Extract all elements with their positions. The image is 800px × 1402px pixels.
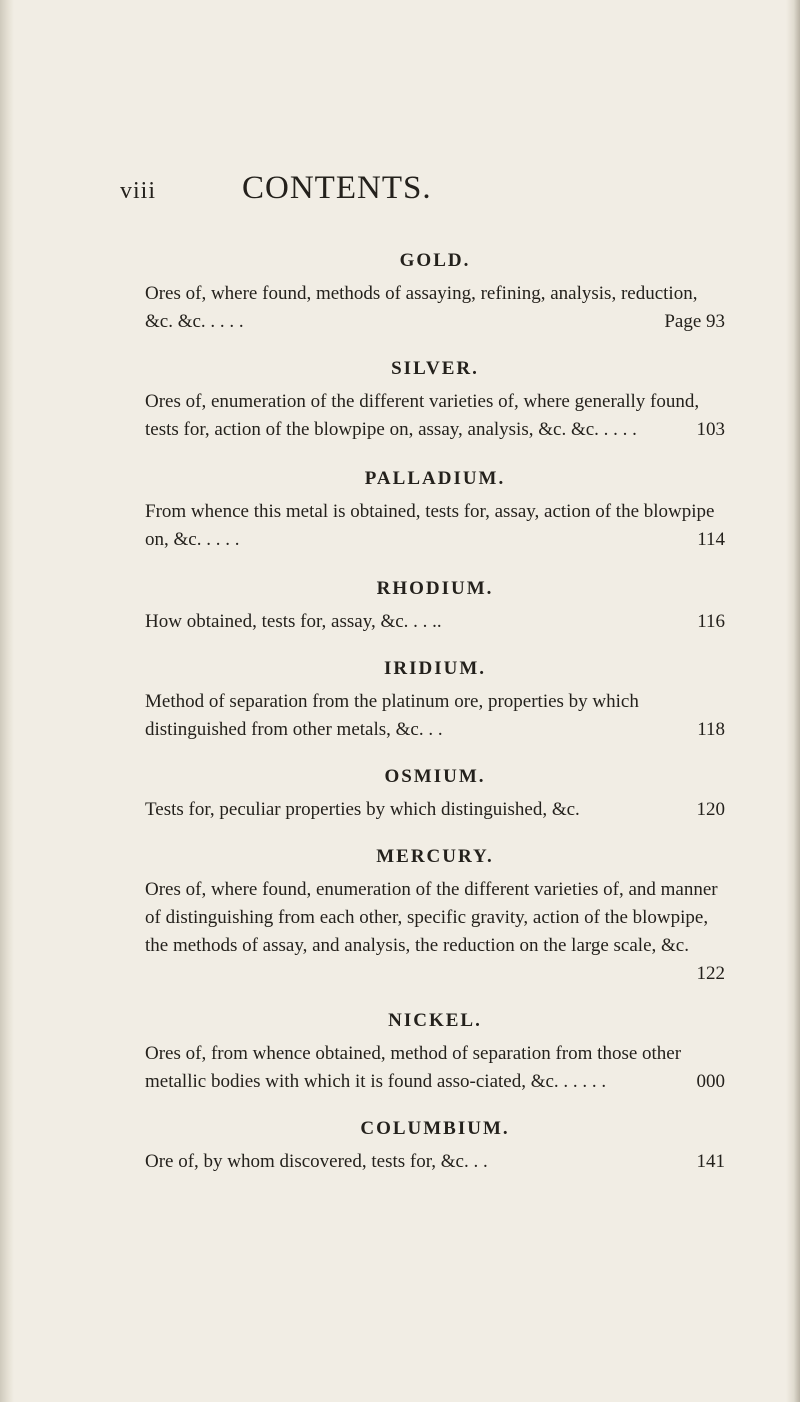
entry-description: Tests for, peculiar properties by which distinguished, &c.: [145, 799, 580, 820]
entry-page-number: Page 93: [664, 311, 725, 332]
entry-description: Ores of, enumeration of the different varieties of, where generally found, tests for, action of the blowpipe on, assay, analysis, &c. &c. . . . .: [145, 391, 700, 440]
entry-description: From whence this metal is obtained, tests for, assay, action of the blowpipe on, &c. . . . .: [145, 501, 715, 550]
section-silver: [145, 356, 725, 444]
section-heading: OSMIUM.: [384, 766, 486, 787]
entry-description: Ores of, where found, methods of assaying, refining, analysis, reduction, &c. &c. . . . .: [145, 283, 698, 332]
entry-description: Method of separation from the platinum ore, properties by which distinguished from other metals, &c. . .: [145, 691, 639, 740]
section-heading: PALLADIUM.: [364, 468, 506, 489]
section-nickel: [145, 1008, 725, 1096]
section-entry: [145, 608, 725, 636]
section-entry: [145, 1040, 725, 1096]
entry-description: Ores of, from whence obtained, method of separation from those other metallic bodies with which it is found asso-ciated, &c. . . . . .: [145, 1043, 682, 1092]
entry-description: How obtained, tests for, assay, &c. . . ..: [145, 611, 442, 632]
section-iridium: [145, 656, 725, 744]
section-entry: [145, 388, 725, 444]
entry-page-number: 141: [696, 1151, 725, 1172]
section-rhodium: [145, 576, 725, 636]
section-gold: [145, 248, 725, 336]
section-columbium: [145, 1116, 725, 1176]
entry-page-number: 118: [697, 719, 725, 740]
section-entry: [145, 796, 725, 824]
section-heading: IRIDIUM.: [383, 658, 487, 679]
entry-page-number: 122: [696, 963, 725, 984]
running-title: CONTENTS.: [242, 170, 432, 206]
entry-page-number: 000: [696, 1071, 725, 1092]
section-palladium: [145, 466, 725, 554]
entry-description: Ores of, where found, enumeration of the different varieties of, and manner of distinguishing from each other, specific gravity, action of the blowpipe, the methods of assay, and analysis, the reduction on the large scale, &c.: [145, 879, 718, 956]
page-gutter-shadow: [0, 0, 14, 1402]
section-heading: NICKEL.: [388, 1010, 482, 1031]
entry-page-number: 114: [697, 529, 725, 550]
section-entry: [145, 1148, 725, 1176]
page-header: [120, 170, 640, 210]
entry-page-number: 120: [696, 799, 725, 820]
section-heading: SILVER.: [391, 358, 479, 379]
contents-list: [145, 248, 725, 1176]
entry-page-number: 103: [696, 419, 725, 440]
section-heading: RHODIUM.: [376, 578, 494, 599]
section-entry: [145, 876, 725, 988]
section-heading: GOLD.: [399, 250, 471, 271]
page-edge-shadow: [786, 0, 800, 1402]
section-heading: MERCURY.: [376, 846, 494, 867]
section-mercury: [145, 844, 725, 988]
section-entry: [145, 280, 725, 336]
section-entry: [145, 688, 725, 744]
section-osmium: [145, 764, 725, 824]
entry-page-number: 116: [697, 611, 725, 632]
section-entry: [145, 498, 725, 554]
section-heading: COLUMBIUM.: [360, 1118, 510, 1139]
page-folio: viii: [120, 178, 157, 204]
entry-description: Ore of, by whom discovered, tests for, &c. . .: [145, 1151, 488, 1172]
